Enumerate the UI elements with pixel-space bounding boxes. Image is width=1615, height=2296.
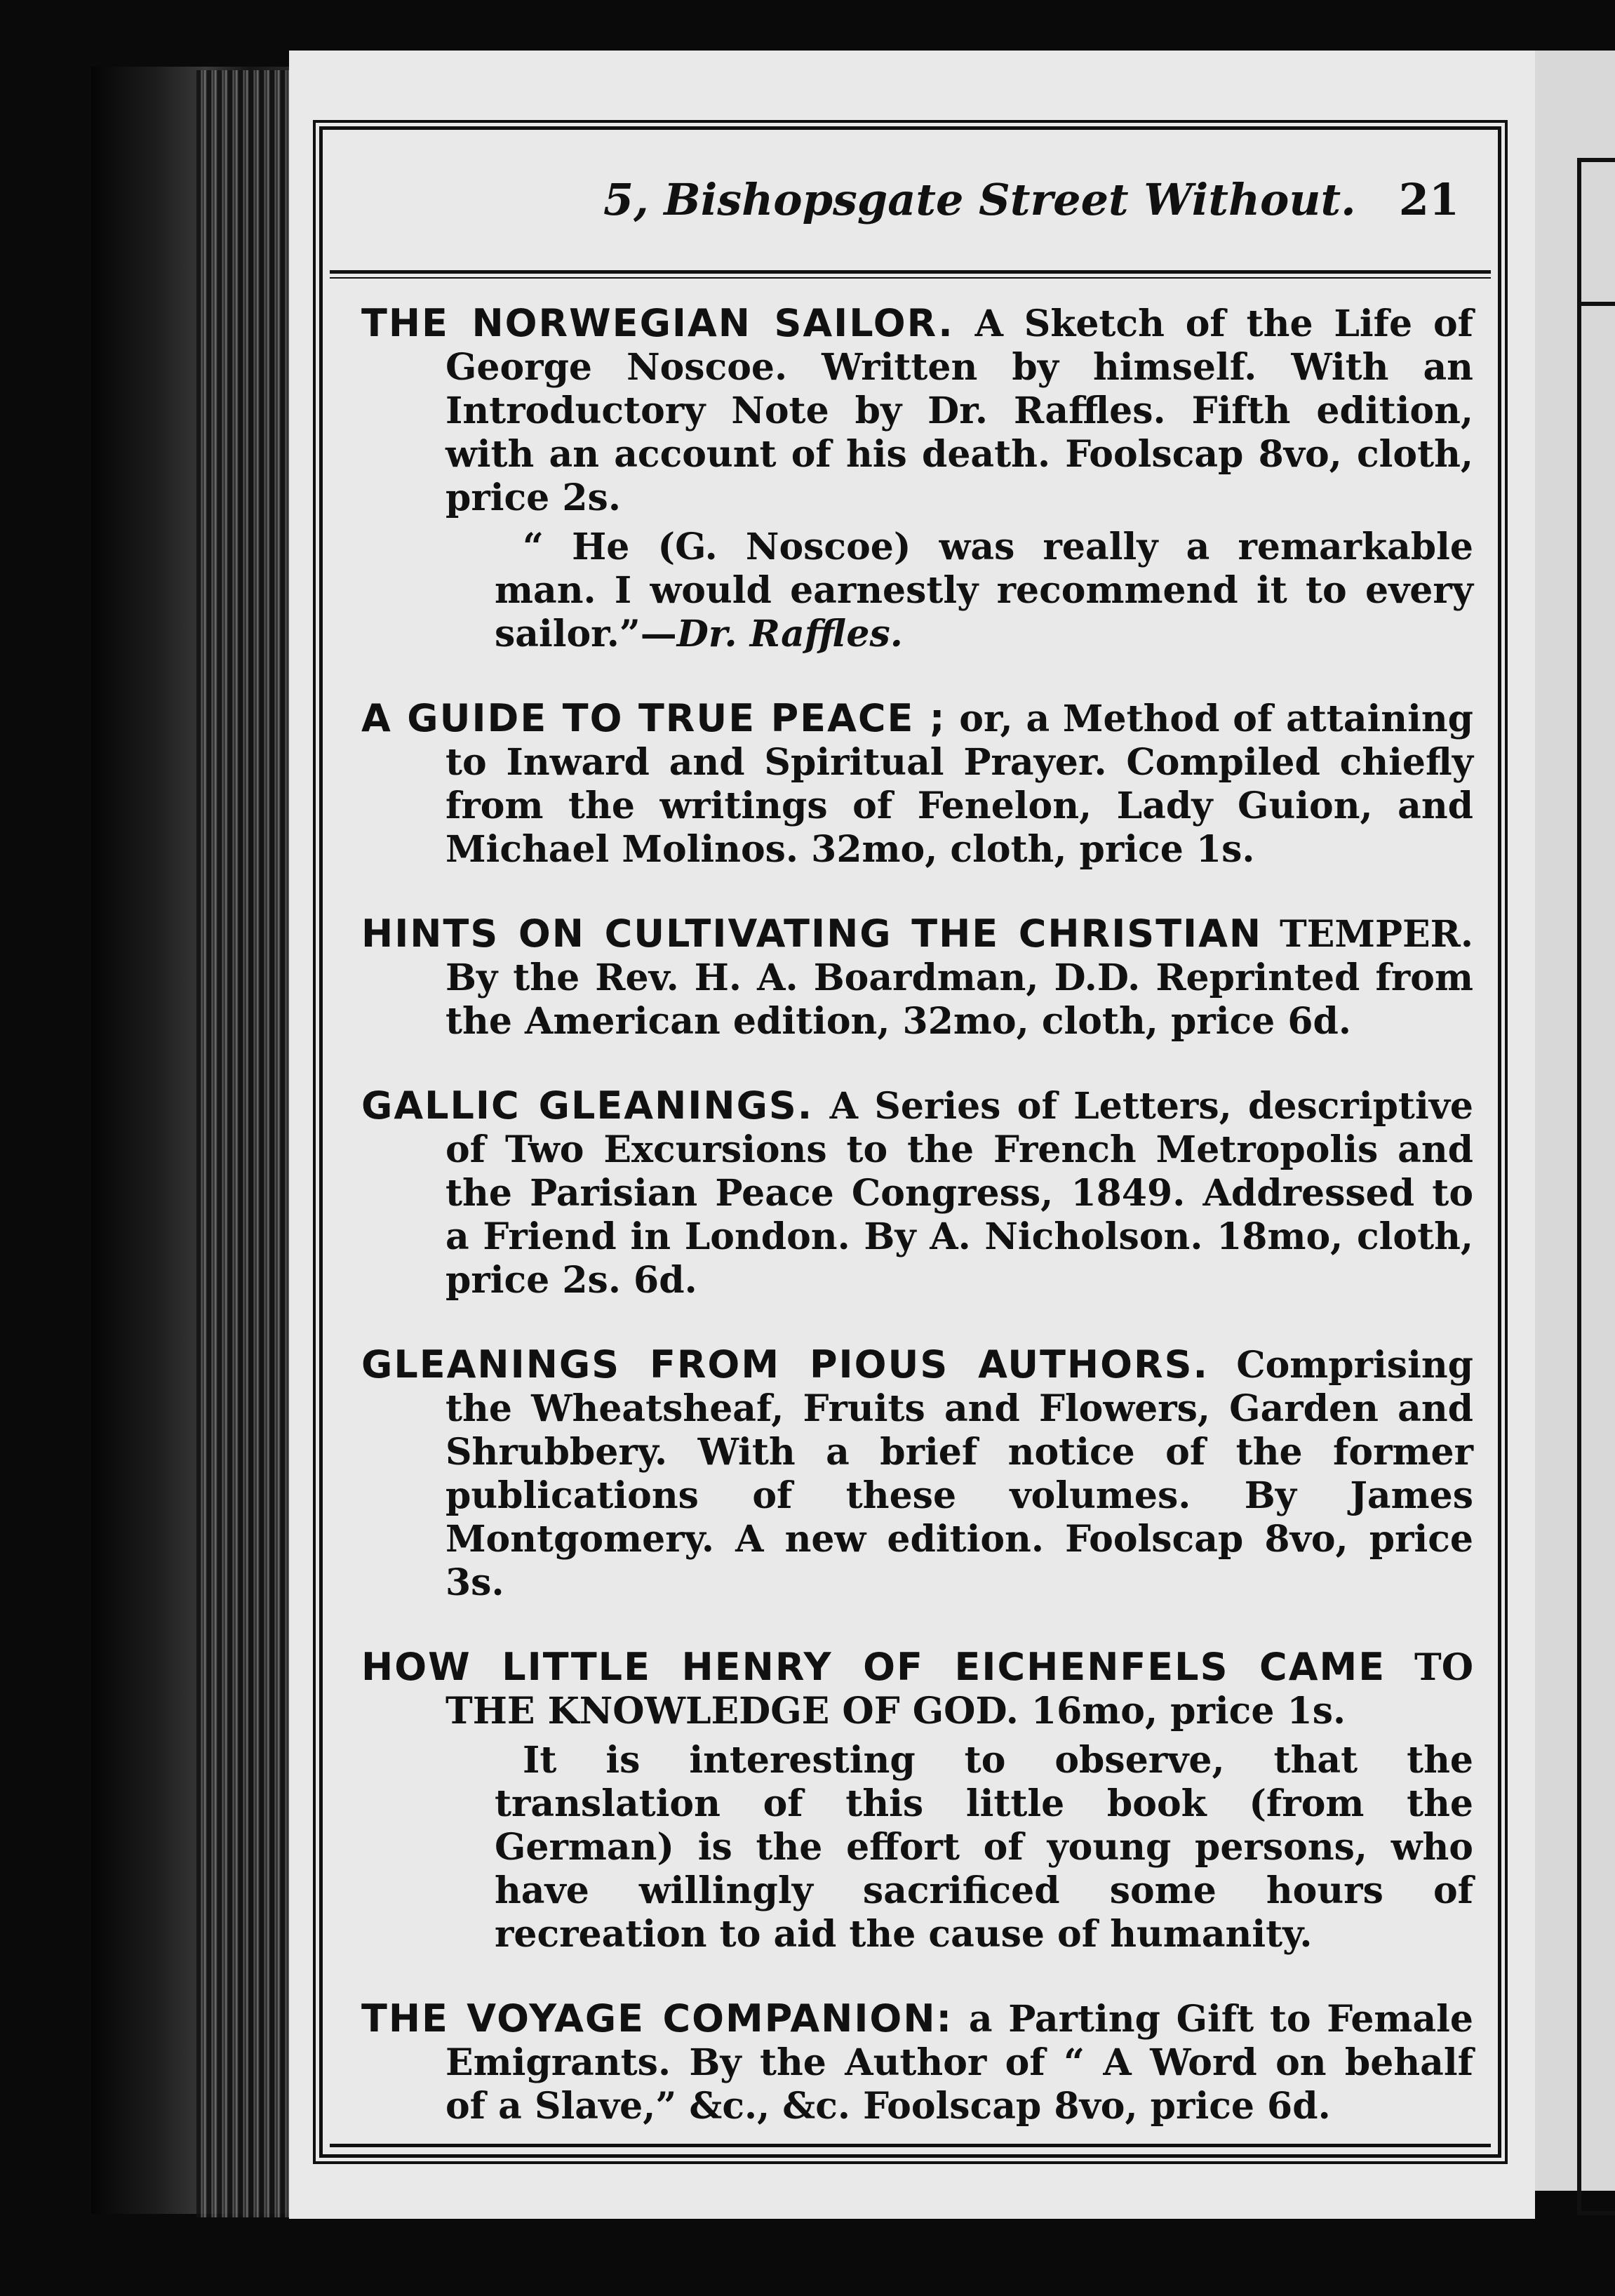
entry-body: Comprising the Wheatsheaf, Fruits and Flowers, Garden and Shrubbery. With a brief notice of the former publications of these volumes. By James Montgomery. A new edition. Foolscap 8vo, price 3s. (445, 1344, 1473, 1604)
entry-title: GLEANINGS FROM PIOUS AUTHORS. (361, 1342, 1209, 1387)
entry-title: THE VOYAGE COMPANION: (361, 1996, 953, 2041)
header-rule-thin (330, 277, 1491, 279)
catalogue-entry (361, 912, 1473, 1043)
entry-title: HINTS ON CULTIVATING THE CHRISTIAN (361, 912, 1263, 956)
entry-title: GALLIC GLEANINGS. (361, 1083, 814, 1128)
entry-title: HOW LITTLE HENRY OF EICHENFELS CAME (361, 1645, 1386, 1689)
entry-quote: “ He (G. Noscoe) was really a remarkable man. I would earnestly recommend it to every sailor.”— (495, 526, 1473, 655)
entry-quote: It is interesting to observe, that the translation of this little book (from the German) is the effort of young persons, who have willingly sacrificed some hours of recreation to aid the cause of humanity. (495, 1739, 1473, 1956)
entry-title: THE NORWEGIAN SAILOR. (361, 301, 954, 345)
catalogue-entry (361, 1646, 1473, 1956)
entry-title: A GUIDE TO TRUE PEACE ; (361, 696, 946, 740)
catalogue-entry (361, 1997, 1473, 2128)
catalogue-entry (361, 1084, 1473, 1302)
entry-body: A Sketch of the Life of George Noscoe. Written by himself. With an Introductory Note by Dr. Raffles. Fifth edition, with an account of his death. Foolscap 8vo, cloth, price 2s. (445, 302, 1474, 519)
entry-body: a Parting Gift to Female Emigrants. By the Author of “ A Word on behalf of a Slave,” &c., &c. Foolscap 8vo, price 6d. (445, 1998, 1473, 2128)
entry-quote-attribution: Dr. Raffles. (676, 613, 903, 655)
entry-body: A Series of Letters, descriptive of Two Excursions to the French Metropolis and the Parisian Peace Congress, 1849. Addressed to a Friend in London. By A. Nicholson. 18mo, cloth, price 2s. 6d. (445, 1085, 1474, 1302)
entry-body: TO THE KNOWLEDGE OF GOD. 16mo, price 1s. (445, 1646, 1473, 1733)
entry-body: TEMPER. By the Rev. H. A. Boardman, D.D. Reprinted from the American edition, 32mo, cloth, price 6d. (445, 913, 1473, 1043)
facing-page-frame (1577, 158, 1615, 2215)
running-title: 5, Bishopsgate Street Without. (603, 174, 1356, 225)
page-number: 21 (1398, 174, 1459, 225)
header-rule (330, 270, 1491, 274)
page-border (319, 126, 1501, 2158)
footer-rule (330, 2144, 1491, 2147)
entry-body: or, a Method of attaining to Inward and Spiritual Prayer. Compiled chiefly from the writings of Fenelon, Lady Guion, and Michael Molinos. 32mo, cloth, price 1s. (445, 698, 1473, 871)
catalogue-entries (361, 302, 1473, 2169)
page-header (323, 161, 1498, 232)
catalogue-entry (361, 697, 1473, 872)
catalogue-entry (361, 302, 1473, 656)
catalogue-entry (361, 1343, 1473, 1605)
facing-page-rule (1579, 302, 1615, 306)
